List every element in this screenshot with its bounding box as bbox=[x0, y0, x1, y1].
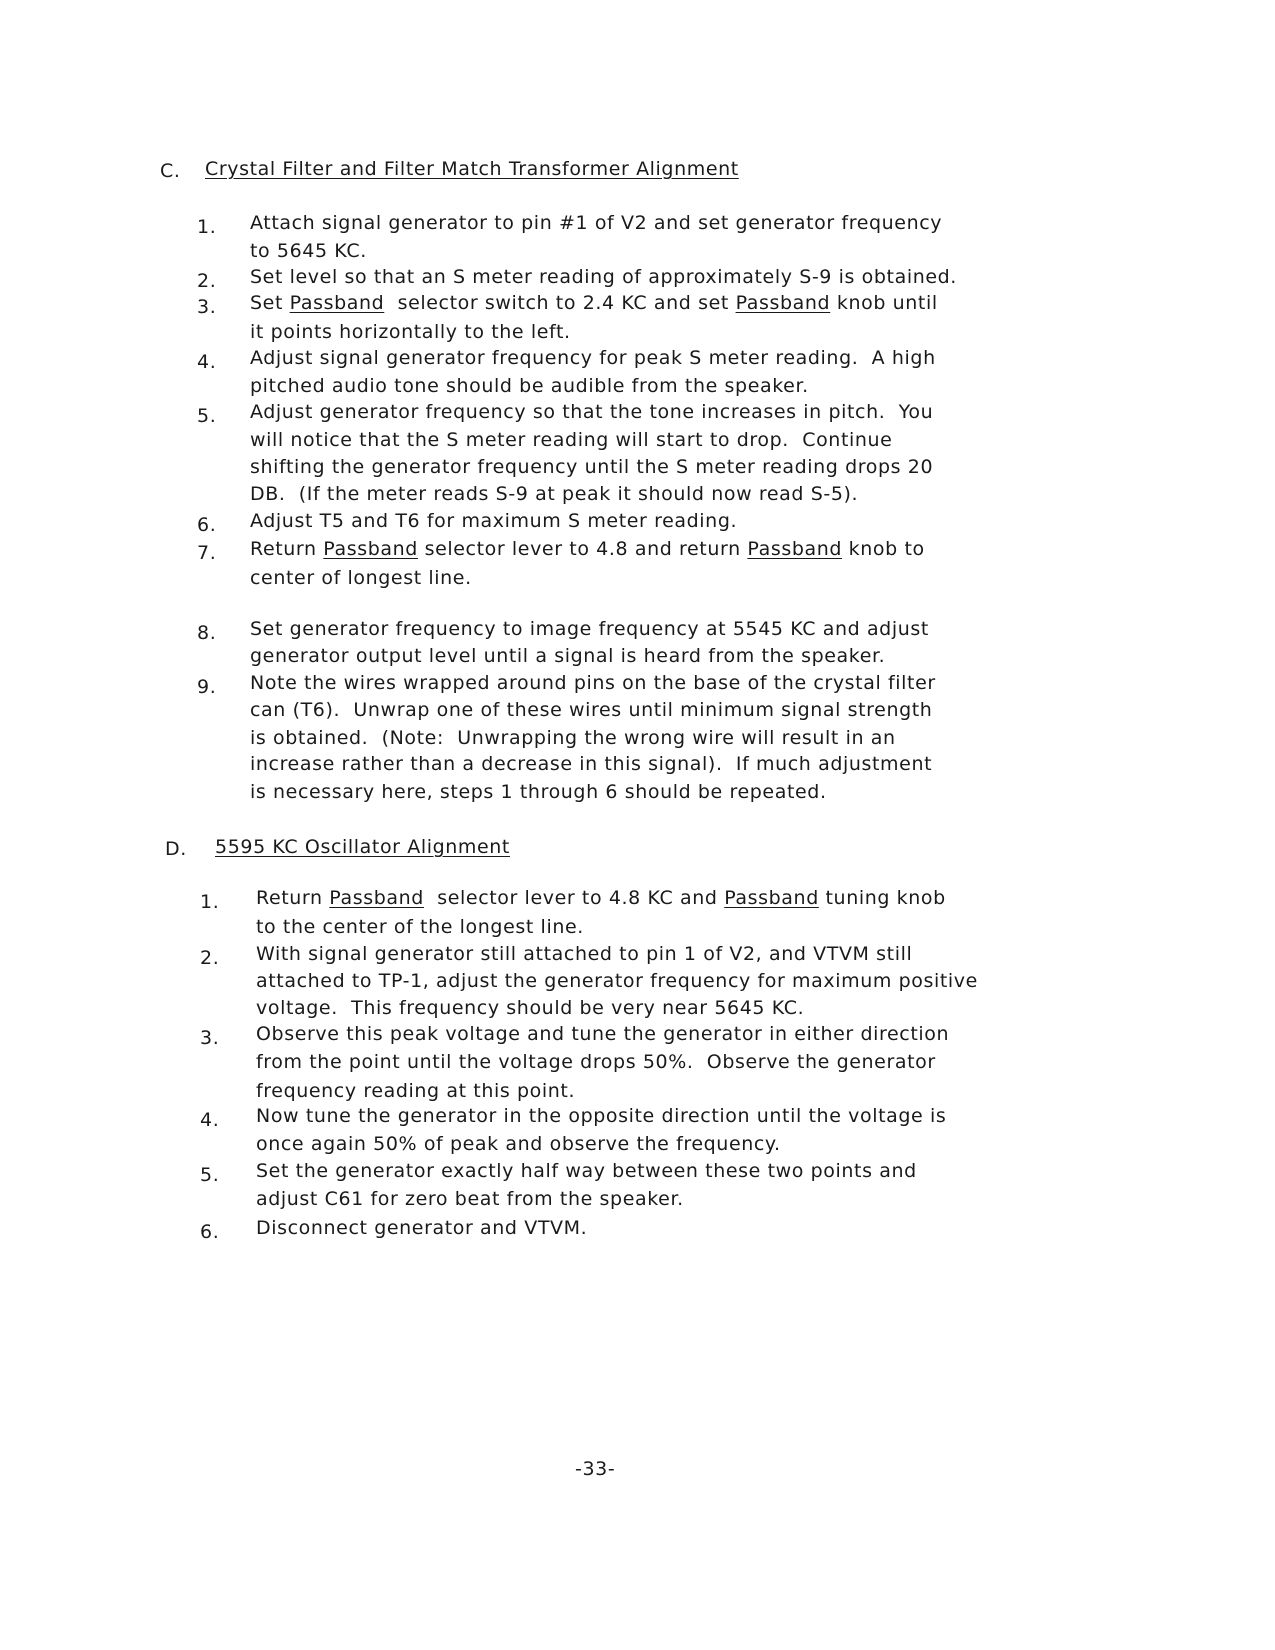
step-line bbox=[250, 292, 938, 314]
text-segment: once again 50% of peak and observe the frequency. bbox=[256, 1133, 781, 1155]
step-line bbox=[256, 997, 804, 1019]
text-segment: pitched audio tone should be audible from the speaker. bbox=[250, 375, 809, 397]
text-segment: Adjust signal generator frequency for peak S meter reading. A high bbox=[250, 347, 936, 369]
step-line bbox=[250, 753, 932, 775]
step-number: 2. bbox=[197, 270, 217, 292]
text-segment: Adjust generator frequency so that the tone increases in pitch. You bbox=[250, 401, 934, 423]
underlined-term: Passband bbox=[289, 292, 385, 314]
step-line bbox=[250, 401, 933, 423]
text-segment: generator output level until a signal is heard from the speaker. bbox=[250, 645, 886, 667]
step-line bbox=[250, 567, 472, 589]
text-segment: With signal generator still attached to pin 1 of V2, and VTVM still bbox=[256, 943, 913, 965]
text-segment: Note the wires wrapped around pins on the base of the crystal filter bbox=[250, 672, 936, 694]
step-number: 4. bbox=[197, 351, 217, 373]
underlined-term: Passband bbox=[323, 538, 418, 560]
underlined-term: Passband bbox=[329, 887, 424, 909]
page-number: -33- bbox=[575, 1458, 616, 1480]
step-line bbox=[250, 212, 942, 234]
step-line bbox=[250, 727, 896, 749]
step-line bbox=[250, 538, 925, 560]
section-title: Crystal Filter and Filter Match Transformer Alignment bbox=[205, 158, 739, 180]
text-segment: to 5645 KC. bbox=[250, 240, 367, 262]
text-segment: increase rather than a decrease in this signal). If much adjustment bbox=[250, 753, 933, 775]
step-number: 9. bbox=[197, 676, 217, 698]
step-number: 7. bbox=[197, 542, 217, 564]
text-segment: Now tune the generator in the opposite direction until the voltage is bbox=[256, 1105, 947, 1127]
section-letter: C. bbox=[160, 160, 181, 182]
step-number: 1. bbox=[200, 891, 220, 913]
step-line bbox=[256, 943, 912, 965]
text-segment: Set level so that an S meter reading of approximately S-9 is obtained. bbox=[250, 266, 957, 288]
text-segment: selector lever to 4.8 and return bbox=[417, 538, 748, 560]
step-line bbox=[250, 375, 809, 397]
text-segment: will notice that the S meter reading will start to drop. Continue bbox=[250, 429, 893, 451]
text-segment: it points horizontally to the left. bbox=[250, 321, 571, 343]
step-line bbox=[250, 456, 933, 478]
text-segment: to the center of the longest line. bbox=[256, 916, 584, 938]
text-segment: is necessary here, steps 1 through 6 should be repeated. bbox=[250, 781, 827, 803]
step-line bbox=[250, 429, 892, 451]
text-segment: Return bbox=[250, 538, 324, 560]
step-line bbox=[250, 510, 737, 532]
text-segment: shifting the generator frequency until the S meter reading drops 20 bbox=[250, 456, 934, 478]
step-line bbox=[250, 483, 858, 505]
step-line bbox=[250, 266, 957, 288]
step-line bbox=[250, 672, 936, 694]
text-segment: selector switch to 2.4 KC and set bbox=[384, 292, 736, 314]
step-number: 5. bbox=[200, 1164, 220, 1186]
step-line bbox=[250, 618, 929, 640]
step-number: 8. bbox=[197, 622, 217, 644]
text-segment: voltage. This frequency should be very near 5645 KC. bbox=[256, 997, 805, 1019]
step-number: 5. bbox=[197, 405, 217, 427]
step-line bbox=[250, 781, 827, 803]
section-title: 5595 KC Oscillator Alignment bbox=[215, 836, 510, 858]
step-number: 3. bbox=[197, 296, 217, 318]
step-number: 6. bbox=[197, 514, 217, 536]
text-segment: Adjust T5 and T6 for maximum S meter reading. bbox=[250, 510, 738, 532]
text-segment: Set the generator exactly half way between these two points and bbox=[256, 1160, 917, 1182]
underlined-term: Passband bbox=[724, 887, 819, 909]
underlined-term: Passband bbox=[747, 538, 843, 560]
step-line bbox=[256, 1105, 946, 1127]
step-line bbox=[256, 1217, 587, 1239]
step-line bbox=[256, 970, 978, 992]
text-segment: can (T6). Unwrap one of these wires until minimum signal strength bbox=[250, 699, 933, 721]
text-segment: DB. (If the meter reads S-9 at peak it should now read S-5). bbox=[250, 483, 859, 505]
step-line bbox=[256, 887, 946, 909]
text-segment: from the point until the voltage drops 50%. Observe the generator bbox=[256, 1051, 936, 1073]
text-segment: Observe this peak voltage and tune the generator in either direction bbox=[256, 1023, 950, 1045]
step-line bbox=[256, 1023, 949, 1045]
text-segment: selector lever to 4.8 KC and bbox=[423, 887, 725, 909]
step-line bbox=[250, 645, 885, 667]
text-segment: Return bbox=[256, 887, 330, 909]
step-line bbox=[256, 1133, 781, 1155]
underlined-term: Passband bbox=[735, 292, 831, 314]
step-line bbox=[256, 1188, 684, 1210]
text-segment: Set generator frequency to image frequency at 5545 KC and adjust bbox=[250, 618, 929, 640]
text-segment: Set bbox=[250, 292, 290, 314]
text-segment: center of longest line. bbox=[250, 567, 472, 589]
step-line bbox=[250, 240, 367, 262]
step-line bbox=[256, 916, 584, 938]
step-number: 3. bbox=[200, 1027, 220, 1049]
step-line bbox=[256, 1080, 575, 1102]
text-segment: attached to TP-1, adjust the generator frequency for maximum positive bbox=[256, 970, 978, 992]
text-segment: is obtained. (Note: Unwrapping the wrong wire will result in an bbox=[250, 727, 896, 749]
step-number: 1. bbox=[197, 216, 217, 238]
text-segment: Disconnect generator and VTVM. bbox=[256, 1217, 588, 1239]
step-line bbox=[250, 321, 571, 343]
text-segment: knob until bbox=[830, 292, 938, 314]
step-line bbox=[250, 699, 932, 721]
text-segment: tuning knob bbox=[818, 887, 946, 909]
step-line bbox=[256, 1051, 936, 1073]
step-line bbox=[250, 347, 936, 369]
step-number: 4. bbox=[200, 1109, 220, 1131]
text-segment: Attach signal generator to pin #1 of V2 and set generator frequency bbox=[250, 212, 943, 234]
step-number: 2. bbox=[200, 947, 220, 969]
text-segment: frequency reading at this point. bbox=[256, 1080, 576, 1102]
step-number: 6. bbox=[200, 1221, 220, 1243]
step-line bbox=[256, 1160, 917, 1182]
section-letter: D. bbox=[165, 838, 187, 860]
text-segment: knob to bbox=[842, 538, 925, 560]
text-segment: adjust C61 for zero beat from the speaker. bbox=[256, 1188, 684, 1210]
